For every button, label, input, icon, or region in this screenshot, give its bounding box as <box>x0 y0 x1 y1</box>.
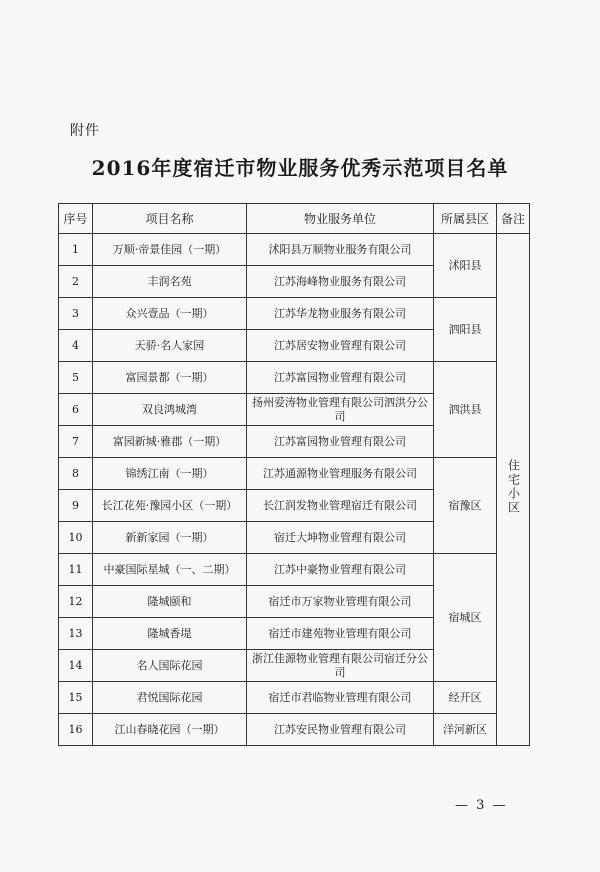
row-project: 江山春晓花园（一期） <box>93 714 247 746</box>
row-company: 江苏华龙物业服务有限公司 <box>247 298 434 330</box>
row-project: 天骄·名人家园 <box>93 330 247 362</box>
row-project: 丰润名苑 <box>93 266 247 298</box>
row-company: 浙江佳源物业管理有限公司宿迁分公司 <box>247 650 434 682</box>
row-no: 1 <box>59 234 93 266</box>
row-company: 江苏安民物业管理有限公司 <box>247 714 434 746</box>
row-company: 江苏富园物业管理有限公司 <box>247 362 434 394</box>
header-project: 项目名称 <box>93 204 247 234</box>
document-title: 2016年度宿迁市物业服务优秀示范项目名单 <box>91 156 509 180</box>
row-no: 13 <box>59 618 93 650</box>
row-no: 16 <box>59 714 93 746</box>
row-remark <box>497 234 530 746</box>
row-county: 洋河新区 <box>434 714 497 746</box>
table-row <box>59 458 530 490</box>
row-no: 10 <box>59 522 93 554</box>
row-county: 宿城区 <box>434 554 497 682</box>
row-company: 江苏通源物业管理服务有限公司 <box>247 458 434 490</box>
row-project: 长江花苑·豫园小区（一期） <box>93 490 247 522</box>
row-county: 沭阳县 <box>434 234 497 298</box>
row-project: 中豪国际星城（一、二期） <box>93 554 247 586</box>
row-no: 12 <box>59 586 93 618</box>
row-project: 双良鸿城湾 <box>93 394 247 426</box>
table-row <box>59 554 530 586</box>
header-company: 物业服务单位 <box>247 204 434 234</box>
row-company: 江苏居安物业管理有限公司 <box>247 330 434 362</box>
row-company: 长江润发物业管理宿迁有限公司 <box>247 490 434 522</box>
header-remark: 备注 <box>497 204 530 234</box>
row-company: 扬州爱涛物业管理有限公司泗洪分公司 <box>247 394 434 426</box>
row-company: 江苏富园物业管理有限公司 <box>247 426 434 458</box>
row-project: 新新家园（一期） <box>93 522 247 554</box>
row-company: 沭阳县万顺物业服务有限公司 <box>247 234 434 266</box>
row-no: 6 <box>59 394 93 426</box>
row-project: 富园新城·雅郡（一期） <box>93 426 247 458</box>
row-no: 4 <box>59 330 93 362</box>
row-company: 江苏中豪物业管理有限公司 <box>247 554 434 586</box>
row-project: 名人国际花园 <box>93 650 247 682</box>
remark-text: 住宅小区 <box>506 459 521 515</box>
row-project: 隆城香堤 <box>93 618 247 650</box>
row-county: 宿豫区 <box>434 458 497 554</box>
attachment-label: 附件 <box>70 123 100 139</box>
row-county: 泗洪县 <box>434 362 497 458</box>
table-header-row <box>59 204 530 234</box>
page-number: — 3 — <box>455 798 508 813</box>
row-county: 经开区 <box>434 682 497 714</box>
table-row <box>59 714 530 746</box>
row-no: 15 <box>59 682 93 714</box>
project-table <box>58 203 530 746</box>
table-row <box>59 298 530 330</box>
row-company: 宿迁市君临物业管理有限公司 <box>247 682 434 714</box>
row-project: 隆城颐和 <box>93 586 247 618</box>
row-project: 万顺·帝景佳园（一期） <box>93 234 247 266</box>
row-no: 5 <box>59 362 93 394</box>
row-county: 泗阳县 <box>434 298 497 362</box>
row-company: 江苏海峰物业服务有限公司 <box>247 266 434 298</box>
row-no: 3 <box>59 298 93 330</box>
row-project: 锦绣江南（一期） <box>93 458 247 490</box>
row-company: 宿迁市建苑物业管理有限公司 <box>247 618 434 650</box>
row-no: 9 <box>59 490 93 522</box>
row-no: 7 <box>59 426 93 458</box>
row-project: 富园景都（一期） <box>93 362 247 394</box>
row-no: 2 <box>59 266 93 298</box>
header-county: 所属县区 <box>434 204 497 234</box>
table-row <box>59 682 530 714</box>
row-project: 君悦国际花园 <box>93 682 247 714</box>
row-no: 14 <box>59 650 93 682</box>
row-no: 11 <box>59 554 93 586</box>
row-no: 8 <box>59 458 93 490</box>
header-no: 序号 <box>59 204 93 234</box>
row-company: 宿迁大坤物业管理有限公司 <box>247 522 434 554</box>
row-company: 宿迁市万家物业管理有限公司 <box>247 586 434 618</box>
row-project: 众兴壹品（一期） <box>93 298 247 330</box>
table-row <box>59 234 530 266</box>
table-row <box>59 362 530 394</box>
